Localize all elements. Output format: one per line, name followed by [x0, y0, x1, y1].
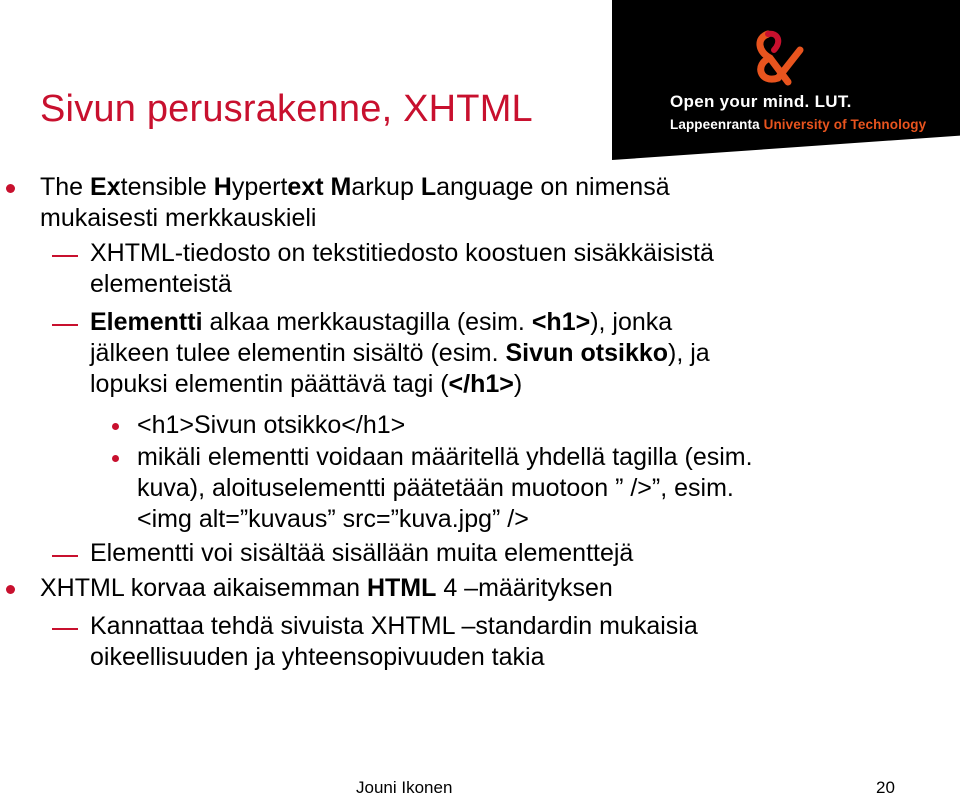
bullet-text-line	[90, 611, 698, 642]
bold-text: H	[213, 173, 232, 201]
slide-title: Sivun perusrakenne, XHTML	[40, 88, 533, 130]
dash-marker	[52, 628, 78, 630]
text: jälkeen tulee elementin sisältö (esim.	[90, 339, 506, 367]
text: The	[40, 173, 91, 201]
bullet-text-line	[40, 172, 670, 203]
bullet-text-line	[40, 573, 613, 604]
text: arkup	[351, 173, 421, 201]
bullet-text-line	[90, 238, 714, 269]
text: XHTML-tiedosto on tekstitiedosto koostuen sisäkkäisistä	[90, 239, 714, 267]
text: mukaisesti merkkauskieli	[40, 204, 317, 232]
sub-bullet-marker	[112, 455, 119, 462]
bullet-text-line	[90, 642, 545, 673]
text: anguage on nimensä	[436, 173, 670, 201]
bullet-text-line	[40, 203, 316, 234]
bullet-text-line	[137, 410, 405, 441]
text: Kannattaa tehdä sivuista XHTML –standardin mukaisia	[90, 612, 698, 640]
text: Elementti voi sisältää sisällään muita elementtejä	[90, 539, 634, 567]
text: )	[513, 370, 523, 398]
text: tensible	[120, 173, 214, 201]
bullet-marker	[6, 184, 15, 193]
page-number: 20	[876, 778, 895, 797]
dash-marker	[52, 324, 78, 326]
dash-marker	[52, 555, 78, 557]
bullet-text-line	[137, 442, 753, 473]
bullet-text-line	[137, 504, 529, 535]
dash-marker	[52, 255, 78, 257]
bold-text: </h1>	[448, 370, 514, 398]
bold-text: <h1>	[531, 308, 591, 336]
bold-text: L	[420, 173, 437, 201]
bullet-text-line	[137, 473, 734, 504]
text: kuva), aloituselementti päätetään muotoon ” />”, esim.	[137, 474, 734, 502]
text: oikeellisuuden ja yhteensopivuuden takia	[90, 643, 545, 671]
text: elementeistä	[90, 270, 232, 298]
text: XHTML korvaa aikaisemman	[40, 574, 367, 602]
logo-slogan: Open your mind. LUT.	[670, 92, 852, 111]
bullet-text-line	[90, 269, 232, 300]
sub-bullet-marker	[112, 423, 119, 430]
bold-text: x	[106, 173, 121, 201]
text: <h1>Sivun otsikko</h1>	[137, 411, 406, 439]
text: 4 –määrityksen	[436, 574, 613, 602]
bold-text: Sivun otsikko	[505, 339, 669, 367]
logo-university: Lappeenranta University of Technology	[670, 117, 927, 132]
text: ypert	[231, 173, 288, 201]
bullet-text-line	[90, 538, 633, 569]
bullet-text-line	[90, 338, 710, 369]
text: ), ja	[668, 339, 710, 367]
bullet-text-line	[90, 369, 522, 400]
text: alkaa merkkaustagilla (esim.	[202, 308, 532, 336]
bold-text: Elementti	[90, 308, 203, 336]
text: ), jonka	[590, 308, 673, 336]
bold-text: HTML	[366, 574, 437, 602]
bold-text: ext	[287, 173, 324, 201]
bullet-text-line	[90, 307, 672, 338]
bold-text: M	[330, 173, 352, 201]
text: mikäli elementti voidaan määritellä yhdellä tagilla (esim.	[137, 443, 753, 471]
footer-author: Jouni Ikonen	[356, 778, 453, 797]
bold-text: E	[90, 173, 107, 201]
text: <img alt=”kuvaus” src=”kuva.jpg” />	[137, 505, 529, 533]
text	[324, 173, 331, 201]
bullet-marker	[6, 585, 15, 594]
text: lopuksi elementin päättävä tagi (	[90, 370, 449, 398]
